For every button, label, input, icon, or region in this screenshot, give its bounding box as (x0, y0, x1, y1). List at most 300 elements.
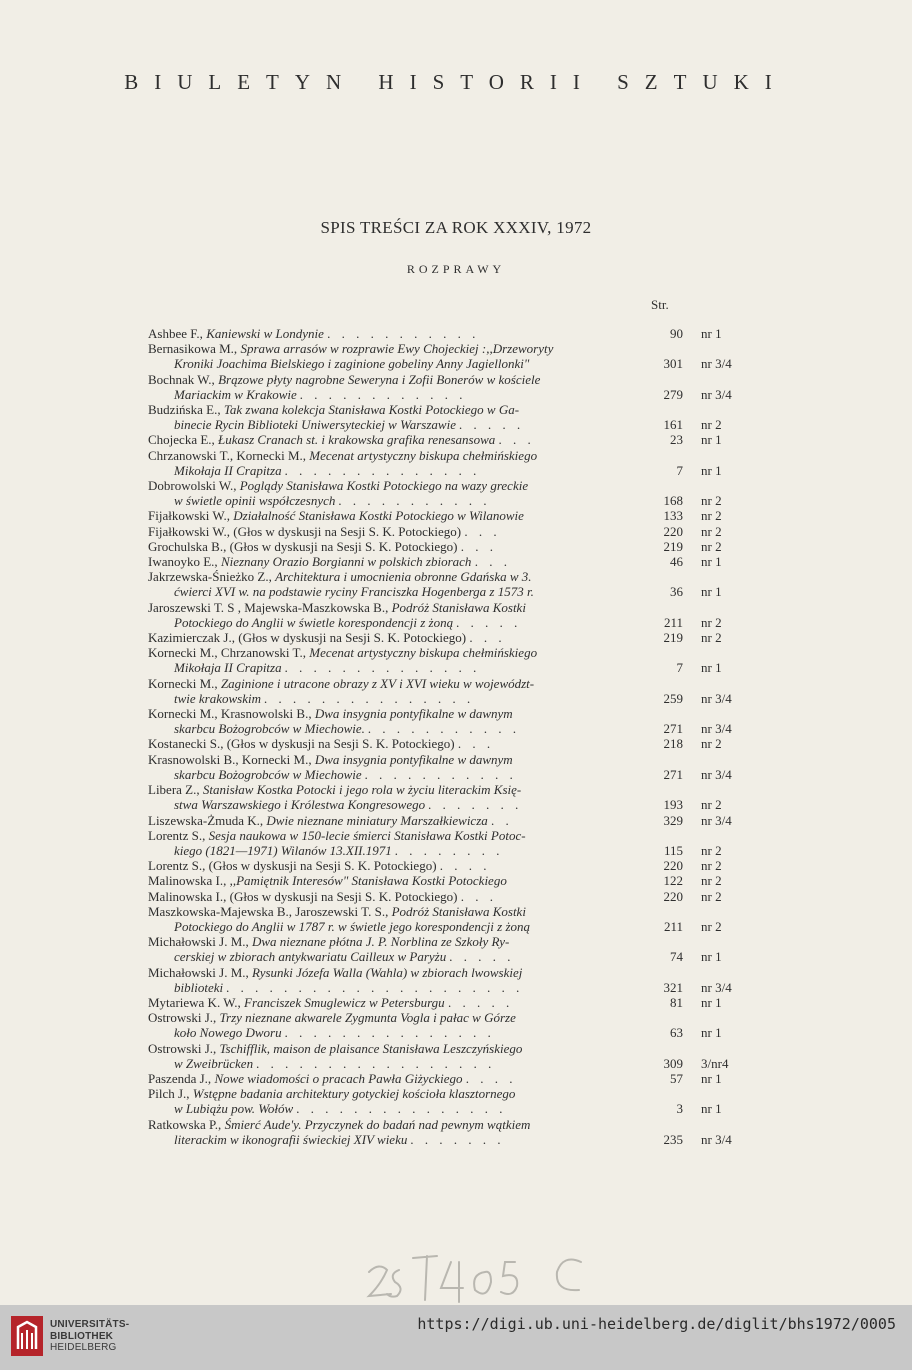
entry-author: Budzińska E., (148, 402, 221, 418)
toc-entries (148, 326, 768, 1147)
entry-page: 57 (670, 1070, 683, 1086)
entry-line-1 (148, 995, 638, 1010)
journal-title: BIULETYN HISTORII SZTUKI (124, 70, 788, 94)
entry-line-2 (148, 797, 638, 812)
entry-page: 329 (663, 812, 683, 828)
entry-title: Mecenat artystyczny biskupa chełmińskiego (309, 645, 538, 661)
entry-author: Ratkowska P., (148, 1116, 222, 1132)
entry-text (148, 326, 638, 341)
entry-title: Rysunki Józefa Walla (Wahla) w zbiorach lwowskiej (252, 964, 523, 980)
library-name (50, 1319, 129, 1354)
entry-text (148, 828, 638, 858)
dot-leader: . . . . . . . . . . . . . . . (284, 1025, 496, 1041)
entry-line-1 (148, 478, 638, 493)
entry-title-continued: w Zweibrücken (174, 1055, 254, 1071)
entry-author: Malinowska I., (148, 873, 227, 889)
entry-page: 220 (663, 888, 683, 904)
entry-title-continued: w Lubiążu pow. Wołów (174, 1101, 294, 1117)
entry-issue: nr 3/4 (701, 766, 732, 782)
entry-page: 133 (663, 508, 683, 524)
entry-author: Bernasikowa M., (148, 341, 238, 357)
entry-page: 81 (670, 994, 683, 1010)
toc-entry (148, 554, 768, 569)
dot-leader: . . . . . . . . . . . (338, 493, 491, 509)
entry-page: 3 (676, 1101, 683, 1117)
entry-issue: nr 1 (701, 994, 722, 1010)
entry-author: Ostrowski J., (148, 1010, 217, 1026)
source-url-link[interactable]: https://digi.ub.uni-heidelberg.de/diglit/bhs1972/0005 (417, 1315, 896, 1333)
dot-leader: . . . . . . . . . . . . . . (284, 462, 481, 478)
dot-leader: . . . . . . . . . . . . . . . (264, 690, 475, 706)
entry-title: Stanisław Kostka Potocki i jego rola w życiu literackim Księ- (202, 782, 522, 798)
entry-title: Architektura i umocnienia obronne Gdańska w 3. (275, 569, 532, 585)
entry-page: 218 (663, 736, 683, 752)
section-title: ROZPRAWY (406, 262, 506, 276)
entry-page: 220 (663, 858, 683, 874)
entry-line-2 (148, 1132, 638, 1147)
entry-issue: nr 2 (701, 842, 722, 858)
toc-entry (148, 873, 768, 888)
entry-line-2 (148, 356, 638, 371)
entry-line-2 (148, 660, 638, 675)
dot-leader: . . . . . . . . . . . . . . . (296, 1101, 507, 1117)
entry-line-1 (148, 569, 638, 584)
entry-line-1 (148, 508, 638, 523)
entry-page: 219 (663, 538, 683, 554)
toc-entry (148, 402, 768, 432)
entry-author: Malinowska I., (148, 888, 227, 904)
toc-entry (148, 508, 768, 523)
dot-leader: . . . . . (449, 949, 515, 965)
entry-title: Dwa nieznane płótna J. P. Norblina ze Szkoły Ry- (252, 934, 510, 950)
entry-text (148, 1041, 638, 1071)
dot-leader: . . . . . (456, 614, 522, 630)
entry-title-continued: skarbcu Bożogrobców w Miechowie (174, 766, 362, 782)
entry-author: Mytariewa K. W., (148, 994, 241, 1010)
entry-remark: (Głos w dyskusji na Sesji S. K. Potockiego) (229, 888, 458, 904)
entry-text (148, 478, 638, 508)
toc-entry (148, 600, 768, 630)
entry-line-2 (148, 691, 638, 706)
dot-leader: . . . . . . . (428, 797, 523, 813)
toc-entry (148, 341, 768, 371)
toc-entry (148, 828, 768, 858)
toc-entry (148, 706, 768, 736)
entry-author: Chojecka E., (148, 432, 215, 448)
dot-leader: . . . (460, 538, 497, 554)
entry-author: Ashbee F., (148, 326, 203, 341)
entry-line-2 (148, 721, 638, 736)
entry-author: Kornecki M., Chrzanowski T., (148, 645, 307, 661)
toc-entry (148, 813, 768, 828)
entry-page: 23 (670, 432, 683, 448)
entry-line-2 (148, 843, 638, 858)
entry-author: Kazimierczak J., (148, 630, 235, 646)
toc-entry (148, 858, 768, 873)
entry-page: 122 (663, 873, 683, 889)
entry-author: Libera Z., (148, 782, 200, 798)
entry-author: Dobrowolski W., (148, 478, 237, 494)
entry-issue: nr 3/4 (701, 812, 732, 828)
entry-issue: nr 1 (701, 584, 722, 600)
entry-line-2 (148, 919, 638, 934)
entry-issue: nr 3/4 (701, 356, 732, 372)
entry-page: 161 (663, 417, 683, 433)
entry-title-continued: literackim w ikonografii świeckiej XIV wieku (174, 1131, 408, 1147)
entry-page: 7 (676, 660, 683, 676)
entry-text (148, 630, 638, 645)
entry-title-continued: Potockiego do Anglii w 1787 r. w świetle jego korespondencji z żoną (174, 918, 531, 934)
entry-issue: nr 1 (701, 462, 722, 478)
entry-line-1 (148, 889, 638, 904)
entry-author: Liszewska-Żmuda K., (148, 812, 264, 828)
entry-line-1 (148, 752, 638, 767)
entry-text (148, 904, 638, 934)
toc-entry (148, 524, 768, 539)
entry-page: 235 (663, 1131, 683, 1147)
entry-line-1 (148, 676, 638, 691)
entry-text (148, 706, 638, 736)
dot-leader: . . . . . . . . . . . . . . . . . (256, 1055, 496, 1071)
entry-issue: nr 2 (701, 508, 722, 524)
entry-page: 211 (663, 614, 683, 630)
dot-leader: . . (491, 812, 513, 828)
entry-issue: nr 2 (701, 873, 722, 889)
entry-line-1 (148, 736, 638, 751)
entry-text (148, 645, 638, 675)
toc-entry (148, 934, 768, 964)
entry-title-continued: Kroniki Joachima Bielskiego i zaginione gobeliny Anny Jagiellonki" (174, 356, 530, 372)
entry-text (148, 752, 638, 782)
dot-leader: . . . . . . . . . . . . (300, 386, 467, 402)
entry-remark: (Głos w dyskusji na Sesji S. K. Potockiego) (229, 538, 458, 554)
page-column-header: Str. (651, 297, 669, 312)
entry-page: 271 (663, 766, 683, 782)
entry-text (148, 676, 638, 706)
entry-line-2 (148, 584, 638, 599)
entry-line-1 (148, 965, 638, 980)
entry-issue: nr 1 (701, 1070, 722, 1086)
entry-line-2 (148, 615, 638, 630)
toc-entry (148, 736, 768, 751)
entry-line-1 (148, 645, 638, 660)
entry-line-2 (148, 387, 638, 402)
handwritten-shelfmark (355, 1232, 615, 1312)
entry-title: Franciszek Smuglewicz w Petersburgu (244, 994, 445, 1010)
entry-title-continued: kiego (1821—1971) Wilanów 13.XII.1971 (174, 842, 392, 858)
toc-entry (148, 752, 768, 782)
toc-entry (148, 1117, 768, 1147)
dot-leader: . . . (464, 523, 501, 539)
dot-leader: . . . (460, 888, 497, 904)
entry-title: Podróż Stanisława Kostki (391, 599, 526, 615)
entry-author: Fijałkowski W., (148, 508, 230, 524)
toc-entry (148, 326, 768, 341)
dot-leader: . . . (498, 432, 535, 448)
entry-author: Paszenda J., (148, 1070, 212, 1086)
entry-text (148, 858, 638, 873)
entry-page: 309 (663, 1055, 683, 1071)
entry-issue: nr 1 (701, 326, 722, 341)
dot-leader: . . . . . (447, 994, 514, 1010)
entry-line-1 (148, 1071, 638, 1086)
entry-title: Kaniewski w Londynie (206, 326, 324, 341)
toc-entry (148, 630, 768, 645)
entry-author: Bochnak W., (148, 371, 215, 387)
entry-author: Kostanecki S., (148, 736, 224, 752)
entry-author: Maszkowska-Majewska B., Jaroszewski T. S., (148, 903, 389, 919)
entry-line-1 (148, 813, 638, 828)
toc-entry (148, 448, 768, 478)
entry-title-continued: w świetle opinii współczesnych (174, 493, 336, 509)
entry-title-continued: Potockiego do Anglii w świetle korespondencji z żoną (174, 614, 454, 630)
library-line-3: HEIDELBERG (50, 1342, 117, 1353)
entry-author: Michałowski J. M., (148, 934, 249, 950)
dot-leader: . . . (474, 554, 511, 570)
entry-title: Dwa insygnia pontyfikalne w dawnym (314, 706, 513, 722)
entry-line-1 (148, 402, 638, 417)
entry-title-continued: cerskiej w zbiorach antykwariatu Cailleux w Paryżu (174, 949, 447, 965)
entry-page: 7 (676, 462, 683, 478)
entry-line-1 (148, 706, 638, 721)
entry-author: Iwanoyko E., (148, 554, 218, 570)
entry-issue: nr 3/4 (701, 1131, 732, 1147)
entry-page: 211 (663, 918, 683, 934)
entry-page: 220 (663, 523, 683, 539)
entry-text (148, 1086, 638, 1116)
entry-line-1 (148, 372, 638, 387)
entry-text (148, 1071, 638, 1086)
entry-page: 193 (663, 797, 683, 813)
dot-leader: . . . . (439, 858, 491, 874)
toc-entry (148, 1086, 768, 1116)
entry-text (148, 554, 638, 569)
entry-title-continued: biblioteki (174, 979, 224, 995)
dot-leader: . . . . . . . . . . . . . . . . . . . . . (226, 979, 524, 995)
entry-text (148, 1117, 638, 1147)
entry-title: Sesja naukowa w 150-lecie śmierci Stanisława Kostki Potoc- (208, 827, 526, 843)
entry-line-1 (148, 341, 638, 356)
entry-page: 279 (663, 386, 683, 402)
toc-entry (148, 539, 768, 554)
toc-entry (148, 1010, 768, 1040)
entry-page: 168 (663, 493, 683, 509)
entry-line-1 (148, 326, 638, 341)
toc-entry (148, 1041, 768, 1071)
entry-remark: (Głos w dyskusji na Sesji S. K. Potockiego) (233, 523, 462, 539)
entry-line-1 (148, 873, 638, 888)
entry-author: Michałowski J. M., (148, 964, 249, 980)
entry-line-1 (148, 630, 638, 645)
entry-issue: nr 2 (701, 523, 722, 539)
entry-page: 74 (670, 949, 683, 965)
entry-text (148, 813, 638, 828)
entry-issue: nr 3/4 (701, 979, 732, 995)
entry-issue: nr 1 (701, 432, 722, 448)
toc-entry (148, 478, 768, 508)
dot-leader: . . . . . . . . . . . (364, 766, 518, 782)
entry-page: 219 (663, 630, 683, 646)
entry-title: Wstępne badania architektury gotyckiej kościoła klasztornego (192, 1086, 516, 1102)
entry-line-1 (148, 448, 638, 463)
university-library-logo-icon (10, 1315, 44, 1357)
entry-title: Podróż Stanisława Kostki (391, 903, 526, 919)
entry-issue: nr 2 (701, 538, 722, 554)
entry-issue: nr 2 (701, 797, 722, 813)
entry-author: Fijałkowski W., (148, 523, 230, 539)
entry-author: Chrzanowski T., Kornecki M., (148, 447, 307, 463)
entry-page: 63 (670, 1025, 683, 1041)
entry-line-1 (148, 539, 638, 554)
toc-entry (148, 432, 768, 447)
dot-leader: . . . . (465, 1070, 517, 1086)
toc-entry (148, 782, 768, 812)
dot-leader: . . . . . . . (410, 1131, 505, 1147)
entry-title-continued: Mariackim w Krakowie (174, 386, 297, 402)
entry-issue: 3/nr4 (701, 1055, 729, 1071)
entry-issue: nr 2 (701, 858, 722, 874)
entry-author: Ostrowski J., (148, 1040, 217, 1056)
library-line-2: BIBLIOTHEK (50, 1330, 114, 1342)
entry-text (148, 372, 638, 402)
entry-title: Śmierć Aude'y. Przyczynek do badań nad pewnym wątkiem (224, 1116, 531, 1132)
entry-line-1 (148, 524, 638, 539)
entry-line-2 (148, 767, 638, 782)
entry-line-2 (148, 493, 638, 508)
entry-line-1 (148, 782, 638, 797)
entry-text (148, 432, 638, 447)
entry-issue: nr 1 (701, 1101, 722, 1117)
entry-remark: (Głos w dyskusji na Sesji S. K. Potockiego) (238, 630, 467, 646)
entry-title: Dwa insygnia pontyfikalne w dawnym (314, 751, 513, 767)
entry-title: Działalność Stanisława Kostki Potockiego w Wilanowie (233, 508, 524, 524)
entry-text (148, 995, 638, 1010)
entry-remark: (Głos w dyskusji na Sesji S. K. Potockiego) (226, 736, 455, 752)
entry-title-continued: stwa Warszawskiego i Królestwa Kongresowego (174, 797, 426, 813)
entry-text (148, 934, 638, 964)
entry-author: Lorentz S., (148, 858, 206, 874)
entry-issue: nr 2 (701, 417, 722, 433)
entry-line-1 (148, 432, 638, 447)
dot-leader: . . . . . . . . . . . (368, 721, 521, 737)
entry-text (148, 569, 638, 599)
entry-issue: nr 2 (701, 736, 722, 752)
toc-entry (148, 889, 768, 904)
toc-entry (148, 1071, 768, 1086)
entry-issue: nr 1 (701, 949, 722, 965)
toc-title: SPIS TREŚCI ZA ROK XXXIV, 1972 (320, 218, 592, 237)
entry-title-continued: koło Nowego Dworu (174, 1025, 282, 1041)
entry-title-continued: twie krakowskim (174, 690, 262, 706)
entry-text (148, 508, 638, 523)
entry-issue: nr 2 (701, 493, 722, 509)
dot-leader: . . . . . . . . . . . (327, 326, 480, 341)
entry-line-2 (148, 463, 638, 478)
library-line-1: UNIVERSITÄTS- (50, 1319, 130, 1330)
entry-line-2 (148, 1025, 638, 1040)
entry-line-2 (148, 1101, 638, 1116)
entry-text (148, 736, 638, 751)
entry-title: ,,Pamiętnik Interesów" Stanisława Kostki Potockiego (229, 873, 507, 889)
entry-author: Krasnowolski B., Kornecki M., (148, 751, 312, 767)
toc-entry (148, 965, 768, 995)
entry-title-continued: ćwierci XVI w. na podstawie ryciny Franciszka Hogenberga z 1573 r. (174, 584, 534, 600)
entry-page: 271 (663, 721, 683, 737)
entry-line-2 (148, 949, 638, 964)
entry-title-continued: skarbcu Bożogrobców w Miechowie. (174, 721, 365, 737)
entry-title: Brązowe płyty nagrobne Seweryna i Zofii Bonerów w kościele (218, 371, 541, 387)
entry-title: Nowe wiadomości o pracach Pawła Giżyckiego (214, 1070, 463, 1086)
toc-entry (148, 372, 768, 402)
entry-issue: nr 2 (701, 918, 722, 934)
entry-text (148, 402, 638, 432)
entry-author: Lorentz S., (148, 827, 206, 843)
entry-issue: nr 2 (701, 614, 722, 630)
entry-author: Kornecki M., (148, 675, 218, 691)
entry-issue: nr 1 (701, 660, 722, 676)
entry-text (148, 524, 638, 539)
entry-issue: nr 2 (701, 888, 722, 904)
footer-bar (0, 1305, 912, 1370)
toc-entry (148, 904, 768, 934)
entry-issue: nr 1 (701, 1025, 722, 1041)
dot-leader: . . . (469, 630, 506, 646)
entry-line-1 (148, 904, 638, 919)
entry-title: Sprawa arrasów w rozprawie Ewy Chojeckiej :,,Drzeworyty (240, 341, 554, 357)
dot-leader: . . . . . . . . . . . . . . (284, 660, 481, 676)
entry-title: Poglądy Stanisława Kostki Potockiego na wazy greckie (239, 478, 529, 494)
entry-text (148, 1010, 638, 1040)
toc-entry (148, 995, 768, 1010)
entry-title: Tak zwana kolekcja Stanisława Kostki Potockiego w Ga- (223, 402, 520, 418)
entry-line-1 (148, 934, 638, 949)
entry-line-1 (148, 600, 638, 615)
entry-issue: nr 1 (701, 554, 722, 570)
entry-line-1 (148, 554, 638, 569)
entry-title: Łukasz Cranach st. i krakowska grafika renesansowa (218, 432, 496, 448)
entry-line-1 (148, 1041, 638, 1056)
dot-leader: . . . (457, 736, 495, 752)
entry-issue: nr 3/4 (701, 690, 732, 706)
entry-text (148, 889, 638, 904)
entry-line-1 (148, 1086, 638, 1101)
entry-line-2 (148, 417, 638, 432)
entry-line-2 (148, 980, 638, 995)
entry-text (148, 448, 638, 478)
entry-text (148, 782, 638, 812)
entry-title: Tschifflik, maison de plaisance Stanisława Leszczyńskiego (219, 1040, 523, 1056)
entry-author: Jaroszewski T. S , Majewska-Maszkowska B., (148, 599, 389, 615)
entry-issue: nr 2 (701, 630, 722, 646)
entry-title-continued: Mikołaja II Crapitza (174, 660, 282, 676)
entry-text (148, 341, 638, 371)
entry-page: 115 (663, 842, 683, 858)
entry-page: 36 (670, 584, 683, 600)
entry-author: Kornecki M., Krasnowolski B., (148, 706, 312, 722)
entry-line-1 (148, 828, 638, 843)
entry-title: Dwie nieznane miniatury Marszałkiewicza (266, 812, 488, 828)
entry-page: 46 (670, 554, 683, 570)
toc-entry (148, 676, 768, 706)
dot-leader: . . . . . . . . (394, 842, 504, 858)
entry-title: Trzy nieznane akwarele Zygmunta Vogla i pałac w Górze (219, 1010, 516, 1026)
entry-title-continued: Mikołaja II Crapitza (174, 462, 282, 478)
entry-page: 301 (663, 356, 683, 372)
entry-author: Jakrzewska-Śnieżko Z., (148, 569, 272, 585)
entry-title: Nieznany Orazio Borgianni w polskich zbiorach (220, 554, 472, 570)
entry-title: Mecenat artystyczny biskupa chełmińskiego (309, 447, 538, 463)
entry-page: 259 (663, 690, 683, 706)
